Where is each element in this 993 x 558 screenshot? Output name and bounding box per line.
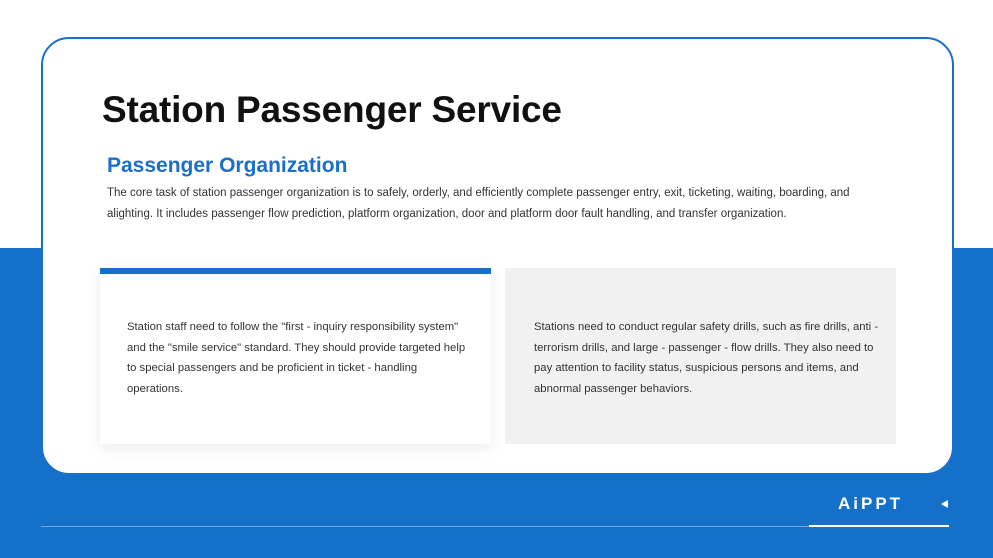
safety-drills-panel [505, 268, 896, 444]
slide-title: Station Passenger Service [102, 89, 562, 130]
triangle-left-icon[interactable] [941, 500, 948, 508]
footer-divider [41, 526, 809, 527]
aippt-logo: AiPPT [838, 494, 904, 513]
section-subtitle: Passenger Organization [107, 154, 348, 177]
intro-paragraph: The core task of station passenger organization is to safely, orderly, and efficiently complete passenger entry, exit, ticketing, waiting, boarding, and alighting. It includes passenger flow prediction, platform organization, door and platform door fault handling, and transfer organization. [107, 187, 850, 220]
service-standards-panel [100, 268, 491, 444]
service-standards-text: Station staff need to follow the "first - inquiry responsibility system" and the "smile service" standard. They should provide targeted help to special passengers and be proficient in ticket - handling operations. [127, 321, 466, 395]
panel-accent-bar [100, 268, 491, 274]
safety-drills-text: Stations need to conduct regular safety drills, such as fire drills, anti - terrorism drills, and large - passenger - flow drills. They also need to pay attention to facility status, suspicious persons and items, and abnormal passenger behaviors. [534, 321, 879, 395]
logo-underline [809, 525, 949, 527]
